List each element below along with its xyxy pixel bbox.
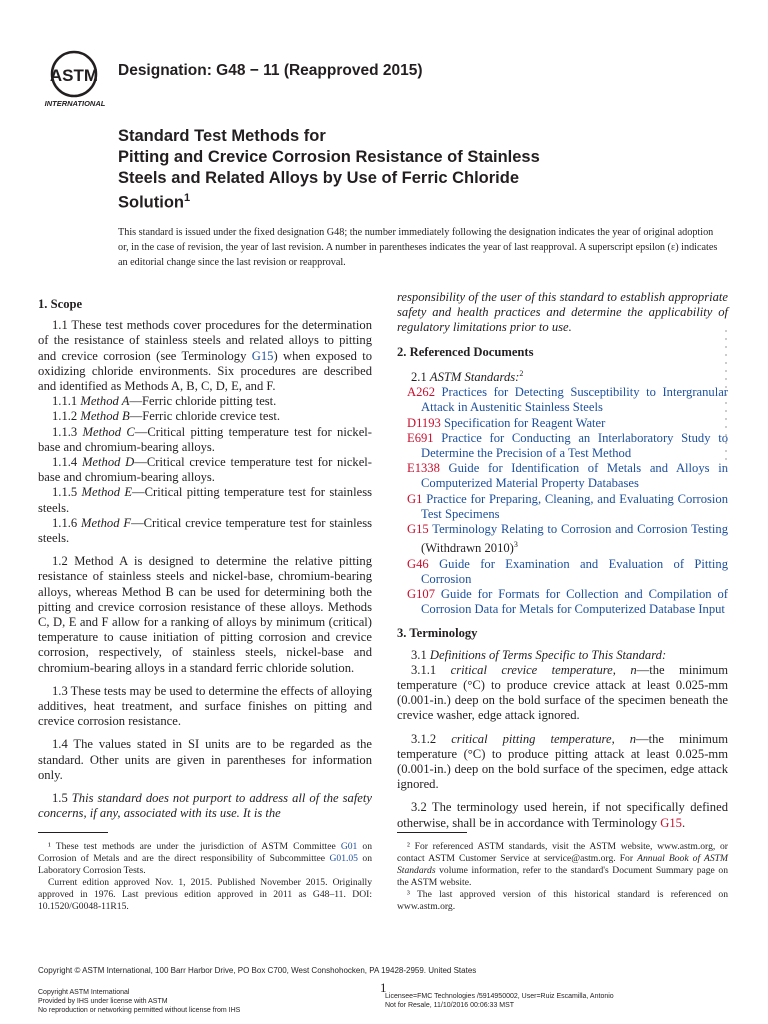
term-3-1: 3.1 Definitions of Terms Specific to This Standard: — [411, 647, 667, 662]
para-1-5-cont: responsibility of the user of this standard to establish appropriate safety and health practices and determine the applicability of regulatory limitations prior to use. — [397, 290, 728, 335]
terminology-heading: 3. Terminology — [397, 626, 478, 641]
link-g15[interactable]: G15 — [251, 348, 274, 363]
reference-footnote-mark: 3 — [513, 540, 518, 550]
issued-note: This standard is issued under the fixed designation G48; the number immediately following the designation indicates the year of original adoption or, in the case of revision, the year of last revision. A number in parentheses indicates the year of last reapproval. A superscript epsilon (ε) indicates an editorial change since the last revision or reapproval. — [118, 227, 718, 268]
para-1-4: 1.4 The values stated in SI units are to be regarded as the standard. Other units are given in parentheses for information only. — [38, 737, 372, 782]
term-3-1-2: 3.1.2 critical pitting temperature, n—the minimum temperature (°C) to produce pitting attack at least 0.025-mm (0.001-in.) deep on the bold surface of the specimen, edge attack ignored. — [397, 731, 728, 792]
reference-title-link[interactable]: Guide for Examination and Evaluation of Pitting Corrosion — [421, 556, 728, 586]
reference-code-link[interactable]: E1338 — [407, 461, 440, 476]
reference-title-link[interactable]: Specification for Reagent Water — [440, 415, 606, 430]
reference-item — [397, 416, 728, 431]
term-3-1-1: 3.1.1 critical crevice temperature, n—the minimum temperature (°C) to produce crevice attack at least 0.025-mm (0.001-in.) deep on the bold surface of the specimen beneath the crevice washer, edge attack ignored. — [397, 662, 729, 723]
reference-title-link[interactable]: Guide for Identification of Metals and Alloys in Computerized Material Property Databases — [421, 461, 728, 491]
reference-withdrawn-note: (Withdrawn 2010) — [421, 541, 514, 556]
method-b: 1.1.2 Method B—Ferric chloride crevice test. — [52, 409, 281, 424]
link-g15-2[interactable]: G15 — [660, 815, 682, 830]
footnote-1: ¹ These test methods are under the jurisdiction of ASTM Committee G01 on Corrosion of Metals and are the direct responsibility of Subcommittee G01.05 on Laboratory Corrosion Tests. — [38, 841, 372, 876]
reference-code-link[interactable]: G15 — [407, 522, 429, 537]
reference-title-link[interactable]: Practices for Detecting Susceptibility to Intergranular Attack in Austenitic Stainless Steels — [421, 385, 728, 415]
document-title — [118, 126, 678, 213]
footnotes-left — [38, 832, 372, 913]
footnote-rule-right — [397, 832, 467, 833]
reference-title-link[interactable]: Practice for Preparing, Cleaning, and Evaluating Corrosion Test Specimens — [421, 491, 728, 521]
reference-title-link[interactable]: Practice for Conducting an Interlaboratory Study to Determine the Precision of a Test Method — [421, 430, 728, 461]
title-line-3: Solution — [118, 193, 184, 212]
para-1-2: 1.2 Method A is designed to determine the relative pitting resistance of stainless steels and nickel-base, chromium-bearing alloys, whereas Method B can be used for determining both the pitting and crevice corrosion resistance of these alloys. Methods C, D, E and F allow for a ranking of alloys by minimum (critical) temperature to cause initiation of pitting corrosion and crevice corrosion, respectively, of stainless steels, nickel-base and chromium-bearing alloys in a standard ferric chloride solution. — [38, 554, 372, 675]
reference-item — [397, 557, 728, 587]
refdocs-heading: 2. Referenced Documents — [397, 344, 534, 359]
reference-item — [397, 492, 728, 522]
title-line-2: Steels and Related Alloys by Use of Ferric Chloride — [118, 168, 520, 187]
reference-item — [397, 522, 728, 557]
term-3-2: 3.2 The terminology used herein, if not specifically defined otherwise, shall be in accordance with Terminology G15. — [397, 800, 728, 830]
footnote-1-edition: Current edition approved Nov. 1, 2015. Published November 2015. Originally approved in 1976. Last previous edition approved in 2011 as G48–11. DOI: 10.1520/G0048-11R15. — [38, 877, 372, 912]
reference-item — [397, 461, 728, 491]
page-number: 1 — [380, 980, 387, 995]
title-line-1: Pitting and Crevice Corrosion Resistance of Stainless — [118, 148, 540, 166]
title-line-0: Standard Test Methods for — [118, 127, 326, 145]
para-1-3: 1.3 These tests may be used to determine the effects of alloying additives, heat treatment, and surface finishes on pitting and crevice corrosion resistance. — [38, 683, 372, 729]
method-a: 1.1.1 Method A—Ferric chloride pitting test. — [52, 394, 277, 409]
link-g01[interactable]: G01 — [340, 841, 358, 852]
scope-heading: 1. Scope — [38, 297, 83, 311]
link-g01-05[interactable]: G01.05 — [329, 853, 358, 864]
logo-text: ASTM — [49, 66, 99, 85]
footnote-2: ² For referenced ASTM standards, visit the ASTM website, www.astm.org, or contact ASTM Customer Service at service@astm.org. For Annual Book of ASTM Standards volume information, refer to the standard's Document Summary page on the ASTM website. — [397, 841, 728, 888]
reference-code-link[interactable]: E691 — [407, 430, 434, 445]
footnote-rule-left — [38, 832, 108, 833]
astm-standards: 2.1 ASTM Standards:$^2$ — [411, 368, 524, 384]
right-column — [397, 290, 728, 831]
reference-code-link[interactable]: G1 — [407, 491, 423, 506]
copyright-line: Copyright © ASTM International, 100 Barr Harbor Drive, PO Box C700, West Conshohocken, PA 19428-2959. United States — [38, 966, 477, 975]
method-c: 1.1.3 Method C—Critical pitting temperature test for nickel-base and chromium-bearing alloys. — [38, 424, 372, 454]
reference-title-link[interactable]: Terminology Relating to Corrosion and Corrosion Testing — [428, 522, 728, 537]
reference-item — [397, 431, 728, 461]
left-column — [38, 288, 372, 822]
astm-logo — [44, 48, 112, 110]
revision-marks — [722, 330, 730, 470]
logo-subtext: INTERNATIONAL — [44, 99, 106, 108]
reference-code-link[interactable]: A262 — [407, 385, 435, 400]
reference-title-link[interactable]: Guide for Formats for Collection and Compilation of Corrosion Data for Metals for Computerized Database Input — [421, 587, 728, 617]
title-footnote-mark: 1 — [183, 192, 191, 204]
method-e: 1.1.5 Method E—Critical pitting temperature test for stainless steels. — [38, 485, 372, 515]
method-d: 1.1.4 Method D—Critical crevice temperature test for nickel-base and chromium-bearing alloys. — [38, 455, 372, 485]
reference-item — [397, 385, 728, 415]
para-1-5: 1.5 This standard does not purport to address all of the safety concerns, if any, associated with its use. It is the — [38, 791, 372, 821]
footnotes-right — [397, 832, 728, 913]
reference-code-link[interactable]: D1193 — [407, 415, 441, 430]
reference-code-link[interactable]: G107 — [407, 587, 435, 602]
license-left: Copyright ASTM International Provided by IHS under license with ASTM No reproduction or networking permitted without license from IHS — [38, 989, 241, 1014]
designation: Designation: G48 − 11 (Reapproved 2015) — [118, 62, 423, 79]
footnote-3: ³ The last approved version of this historical standard is referenced on www.astm.org. — [397, 889, 728, 912]
para-1-1: 1.1 These test methods cover procedures for the determination of the resistance of stainless steels and related alloys to pitting and crevice corrosion (see Terminology G15) when exposed to oxidizing chloride environments. Six procedures are described and identified as Methods A, B, C, D, E, and F. — [38, 318, 372, 394]
astm-logo-icon — [44, 48, 112, 110]
reference-code-link[interactable]: G46 — [407, 556, 429, 571]
reference-item — [397, 587, 728, 617]
license-right: Licensee=FMC Technologies /5914950002, User=Ruiz Escamilla, Antonio Not for Resale, 11/10/2016 00:06:33 MST — [385, 993, 614, 1009]
method-f: 1.1.6 Method F—Critical crevice temperature test for stainless steels. — [38, 515, 373, 546]
reference-list — [397, 385, 728, 617]
